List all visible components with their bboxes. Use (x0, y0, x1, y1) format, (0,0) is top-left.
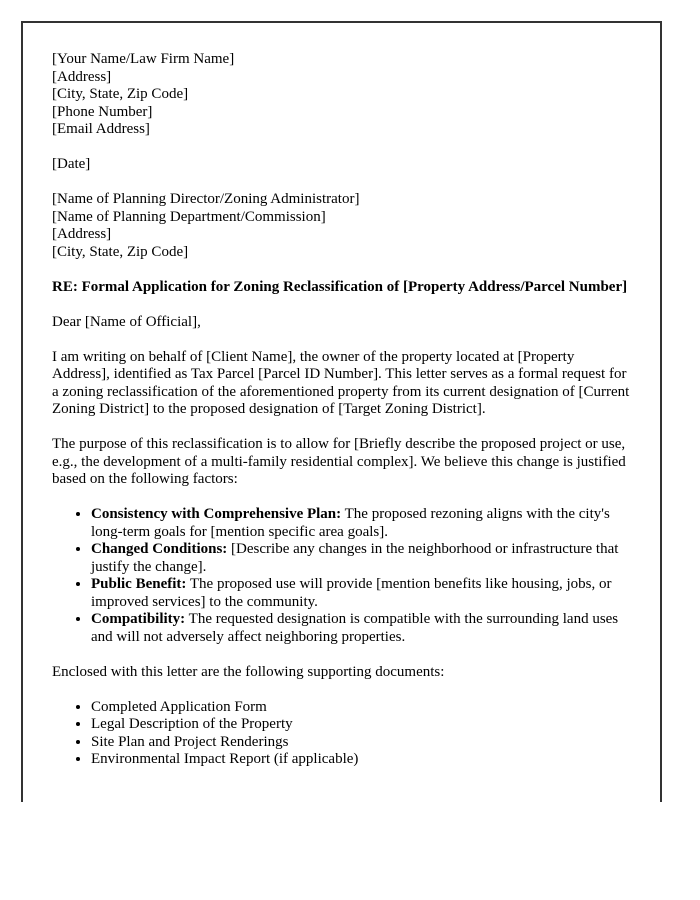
sender-name: [Your Name/Law Firm Name] (52, 51, 235, 67)
factor-text: The proposed rezoning aligns with the city's long-term goals for [mention specific area goals]. (91, 506, 610, 540)
date-line: [Date] (52, 156, 91, 172)
sender-email: [Email Address] (52, 121, 150, 137)
sender-block (52, 51, 630, 139)
factor-item-compatibility (91, 611, 630, 646)
factor-label: Consistency with Comprehensive Plan: (91, 506, 342, 522)
recipient-address: [Address] (52, 226, 112, 242)
recipient-name: [Name of Planning Director/Zoning Administrator] (52, 191, 360, 207)
factor-label: Changed Conditions: (91, 541, 228, 557)
sender-phone: [Phone Number] (52, 103, 153, 120)
enclosure-item-site-plan: • Site Plan and Project Renderings (91, 734, 630, 752)
sender-city-state-zip: [City, State, Zip Code] (52, 86, 189, 102)
factor-label: Public Benefit: (91, 576, 187, 592)
body-paragraph-2: The purpose of this reclassification is to allow for [Briefly describe the proposed project or use, e.g., the development of a multi-family residential complex]. We believe this change is justified based on the following factors: (52, 436, 626, 487)
enclosure-item-legal-description: • Legal Description of the Property (91, 716, 630, 734)
sender-address: [Address] (52, 68, 112, 85)
salutation: Dear [Name of Official], (52, 313, 201, 330)
recipient-block (52, 191, 630, 261)
recipient-department: [Name of Planning Department/Commission] (52, 208, 326, 225)
recipient-city-state-zip: [City, State, Zip Code] (52, 243, 189, 260)
factors-list (52, 506, 630, 646)
letter-page (21, 21, 662, 802)
enclosure-item-application-form: • Completed Application Form (91, 699, 630, 717)
enclosures-list (52, 699, 630, 769)
enclosures-intro: Enclosed with this letter are the following supporting documents: (52, 663, 445, 680)
factor-item-public-benefit (91, 576, 630, 611)
factor-text: [Describe any changes in the neighborhood or infrastructure that justify the change]. (91, 541, 619, 575)
factor-item-changed-conditions (91, 541, 630, 576)
factor-item-consistency (91, 506, 630, 541)
factor-text: The proposed use will provide [mention benefits like housing, jobs, or improved services] to the community. (91, 576, 612, 610)
body-paragraph-1: I am writing on behalf of [Client Name], the owner of the property located at [Property Address], identified as Tax Parcel [Parcel ID Number]. This letter serves as a formal request for a zoning reclassification of the aforementioned property from its current designation of [Current Zoning District] to the proposed designation of [Target Zoning District]. (52, 348, 630, 417)
factor-label: Compatibility: (91, 611, 186, 627)
subject-line: RE: Formal Application for Zoning Reclassification of [Property Address/Parcel Number] (52, 278, 628, 295)
factor-text: The requested designation is compatible with the surrounding land uses and will not adversely affect neighboring properties. (91, 611, 619, 645)
enclosure-item-environmental-report: • Environmental Impact Report (if applicable) (91, 751, 630, 769)
